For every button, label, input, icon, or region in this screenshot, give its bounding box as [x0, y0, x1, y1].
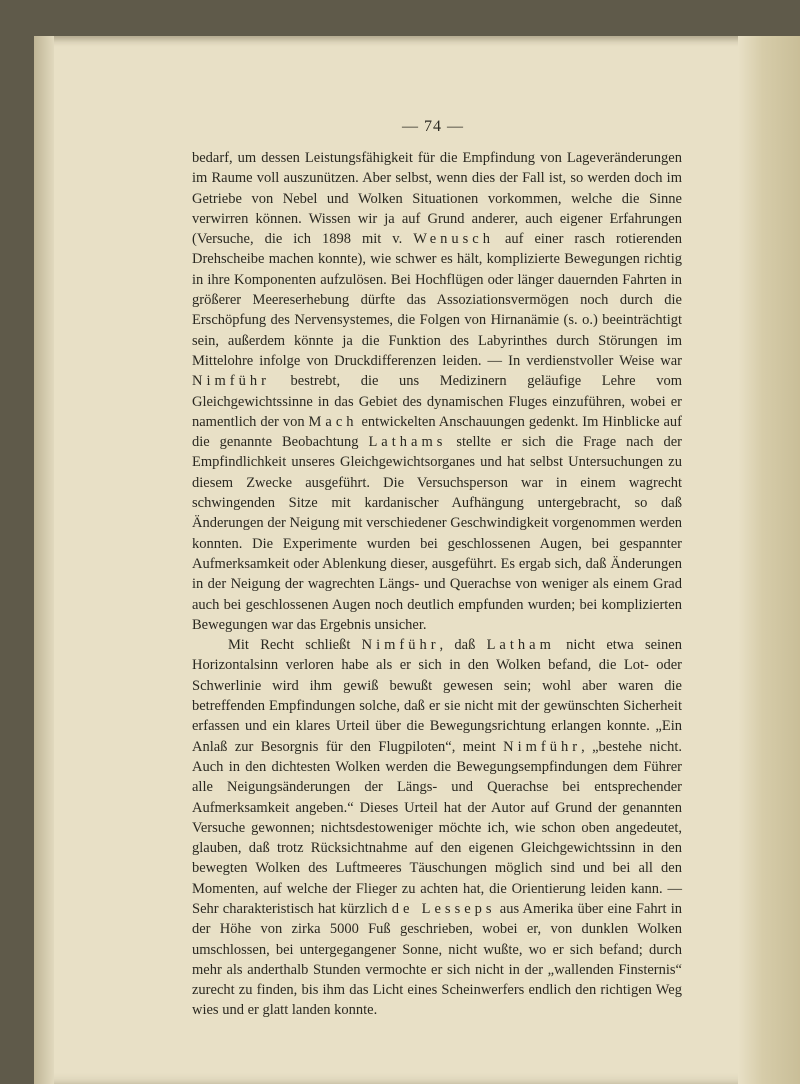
paragraph: [192, 148, 682, 635]
spaced-name: Latham: [486, 637, 555, 654]
text-segment: , daß: [439, 637, 487, 654]
spaced-name: Nimführ: [361, 637, 440, 654]
text-segment: , „bestehe nicht. Auch in den dichtesten Wolken werden die Bewegungsempfindungen dem Führer alle Neigungsänderungen der Längs- und Querachse bei entsprechender Aufmerksamkeit angeben.“ Dieses Urteil hat der Autor auf Grund der genannten Versuche gewonnen; nichtsdestoweniger möchte ich, wie schon oben angedeutet, glauben, daß trotz Rücksichtnahme auf den eigenen Gleichgewichtssinn in den bewegten Wolken des Luftmeeres Täuschungen möglich sind und bei all den Momenten, auf welche der Flieger zu achten hat, die Orientierung leiden kann. — Sehr charakteristisch hat kürzlich: [192, 738, 682, 917]
text-segment: entwickelten Anschauungen gedenkt. Im Hinblicke auf die genannte Beobachtung: [192, 413, 682, 451]
body-text: [192, 148, 682, 1021]
spaced-name: Nimführ: [503, 738, 582, 755]
spaced-name: Lathams: [368, 434, 447, 451]
text-segment: Mit Recht schließt: [228, 637, 362, 654]
text-segment: bedarf, um dessen Leistungsfähigkeit für die Empfindung von Lageveränderungen im Raume voll auszunützen. Aber selbst, wenn dies der Fall ist, so werden doch im Getriebe von Nebel und Wolken Situationen vorkommen, welche die Sinne verwirren können. Wissen wir ja auf Grund anderer, auch eigener Erfahrungen (Versuche, die ich 1898 mit v.: [192, 150, 682, 248]
paragraph: [192, 635, 682, 1021]
text-segment: bestrebt, die uns Medizinern geläufige Lehre vom Gleichgewichtssinne in das Gebiet des dynamischen Fluges einzuführen, wobei er namentlich der von: [192, 373, 682, 430]
spaced-name: Mach: [308, 413, 358, 430]
page-gutter-shadow: [34, 36, 54, 1084]
text-segment: nicht etwa seinen Horizontalsinn verloren habe als er sich in den Wolken befand, die Lot- oder Schwerlinie wird ihm gewiß bewußt gewesen sein; wohl aber waren die betreffenden Empfindungen solche, daß er sie nicht mit der gewünschten Sicherheit erfassen und ein klares Urteil über die Bewegungsrichtung erlangen konnte. „Ein Anlaß zur Besorgnis für den Flugpiloten“, meint: [192, 637, 682, 755]
spaced-name: Wenusch: [413, 231, 494, 248]
spaced-name: de Lesseps: [391, 900, 496, 917]
page-number: — 74 —: [402, 118, 464, 135]
spaced-name: Nimführ: [192, 373, 270, 390]
text-segment: stellte er sich die Frage nach der Empfindlichkeit unseres Gleichgewichtsorganes und hat selbst Untersuchungen zu diesem Zwecke ausgeführt. Die Versuchsperson war in einem wagrecht schwingenden Sitze mit kardanischer Aufhängung untergebracht, so daß Änderungen der Neigung mit verschiedener Geschwindigkeit vorgenommen werden konnten. Die Experimente wurden bei geschlossenen Augen, bei gespannter Aufmerksamkeit oder Ablenkung dieser, ausgeführt. Es ergab sich, daß Änderungen in der Neigung der wagrechten Längs- und Querachse von weniger als einem Grad auch bei geschlossenen Augen noch deutlich empfunden wurden; bei komplizierten Bewegungen war das Ergebnis unsicher.: [192, 434, 682, 633]
text-segment: aus Amerika über eine Fahrt in der Höhe von zirka 5000 Fuß geschrieben, wobei er, von dunklen Wolken umschlossen, bei untergegangener Sonne, nicht wußte, wo er sich befand; durch mehr als anderthalb Stunden vermochte er sich nicht in der „wallenden Finsternis“ zurecht zu finden, bis ihm das Licht eines Scheinwerfers endlich den richtigen Weg wies und er glatt landen konnte.: [192, 900, 682, 1019]
text-segment: auf einer rasch rotierenden Drehscheibe machen konnte), wie schwer es hält, komplizierte Bewegungen richtig in ihre Komponenten aufzulösen. Bei Hochflügen oder länger dauernden Fahrten in größerer Meereserhebung dürfte das Assoziationsvermögen noch durch die Erschöpfung des Nervensystemes, die Folgen von Hirnanämie (s. o.) beeinträchtigt sein, außerdem könnte ja die Funktion des Labyrinthes durch Störungen im Mittelohre infolge von Druckdifferenzen leiden. — In verdienstvoller Weise war: [192, 231, 683, 369]
page-edge-shadow: [738, 36, 800, 1084]
